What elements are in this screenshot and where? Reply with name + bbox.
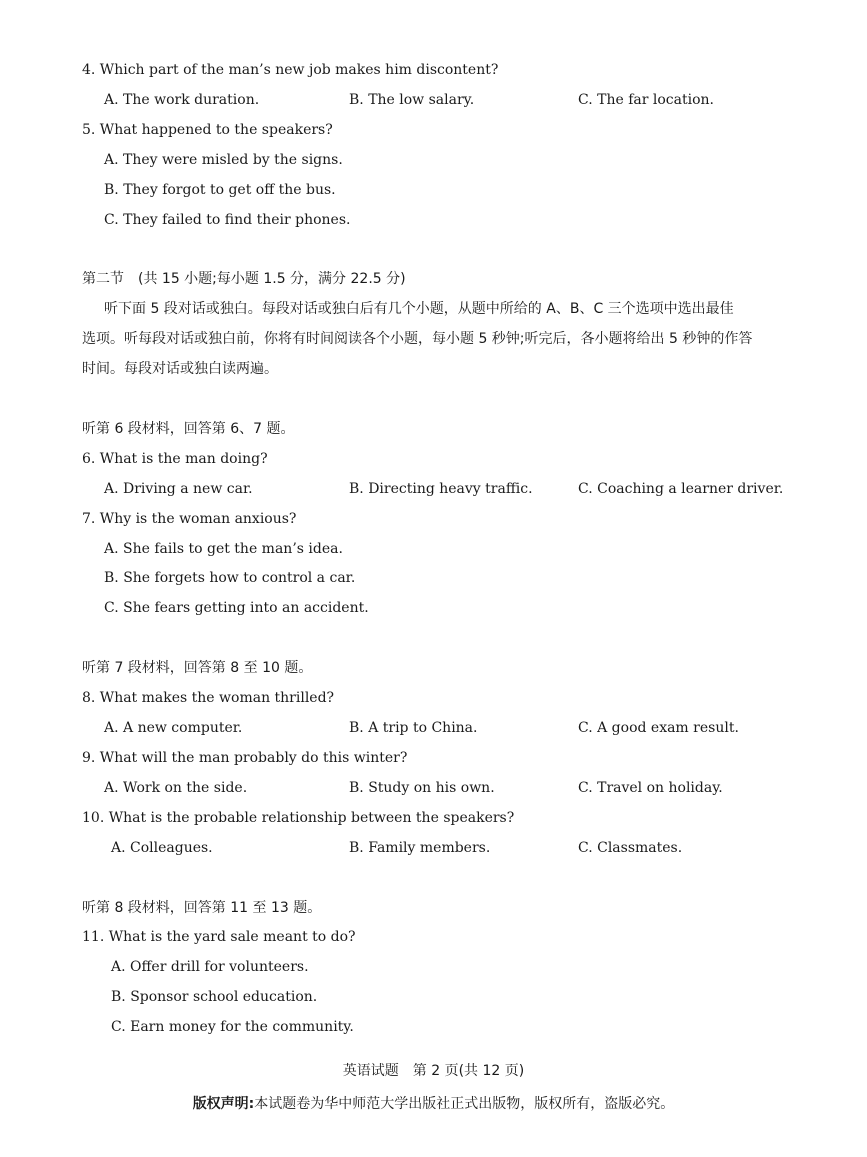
question-5-option-a: A. They were misled by the signs. (104, 152, 343, 168)
question-11-option-c: C. Earn money for the community. (111, 1019, 354, 1035)
question-4-option-c: C. The far location. (578, 92, 714, 108)
question-8-option-b: B. A trip to China. (349, 720, 478, 736)
question-9-option-c: C. Travel on holiday. (578, 780, 723, 796)
question-9-stem: 9. What will the man probably do this winter? (82, 750, 408, 766)
copyright-text: 本试题卷为华中师范大学出版社正式出版物，版权所有，盗版必究。 (254, 1096, 675, 1112)
section-2-instructions-line-1: 听下面 5 段对话或独白。每段对话或独白后有几个小题，从题中所给的 A、B、C 三个选项中选出最佳 (104, 301, 734, 317)
question-7-option-b: B. She forgets how to control a car. (104, 570, 356, 586)
page-footer-label: 英语试题 第 2 页(共 12 页) (342, 1063, 525, 1079)
material-8-intro: 听第 8 段材料，回答第 11 至 13 题。 (82, 900, 322, 916)
question-10-stem: 10. What is the probable relationship between the speakers? (82, 810, 515, 826)
question-11-option-b: B. Sponsor school education. (111, 989, 318, 1005)
section-2-instructions-line-3: 时间。每段对话或独白读两遍。 (82, 361, 278, 377)
question-10-option-a: A. Colleagues. (111, 840, 213, 856)
question-5-stem: 5. What happened to the speakers? (82, 122, 333, 138)
question-7-option-c: C. She fears getting into an accident. (104, 600, 369, 616)
question-6-option-a: A. Driving a new car. (104, 481, 253, 497)
question-6-stem: 6. What is the man doing? (82, 451, 268, 467)
question-4-stem: 4. Which part of the man’s new job makes him discontent? (82, 62, 499, 78)
question-6-option-b: B. Directing heavy traffic. (349, 481, 533, 497)
question-7-stem: 7. Why is the woman anxious? (82, 511, 297, 527)
question-10-option-c: C. Classmates. (578, 840, 683, 856)
material-6-intro: 听第 6 段材料，回答第 6、7 题。 (82, 421, 295, 437)
question-11-stem: 11. What is the yard sale meant to do? (82, 929, 356, 945)
material-7-intro: 听第 7 段材料，回答第 8 至 10 题。 (82, 660, 313, 676)
question-5-option-b: B. They forgot to get off the bus. (104, 182, 336, 198)
question-8-option-c: C. A good exam result. (578, 720, 739, 736)
section-2-instructions-line-2: 选项。听每段对话或独白前，你将有时间阅读各个小题，每小题 5 秒钟;听完后，各小题将给出 5 秒钟的作答 (82, 331, 753, 347)
question-4-option-a: A. The work duration. (104, 92, 260, 108)
question-11-option-a: A. Offer drill for volunteers. (111, 959, 309, 975)
question-5-option-c: C. They failed to find their phones. (104, 212, 351, 228)
copyright-notice (0, 1094, 867, 1114)
question-8-option-a: A. A new computer. (104, 720, 243, 736)
section-2-heading: 第二节 (共 15 小题;每小题 1.5 分，满分 22.5 分) (82, 271, 406, 287)
question-10-option-b: B. Family members. (349, 840, 491, 856)
copyright-label: 版权声明: (192, 1096, 255, 1112)
question-4-option-b: B. The low salary. (349, 92, 475, 108)
question-7-option-a: A. She fails to get the man’s idea. (104, 541, 343, 557)
question-6-option-c: C. Coaching a learner driver. (578, 481, 784, 497)
question-9-option-a: A. Work on the side. (104, 780, 248, 796)
question-9-option-b: B. Study on his own. (349, 780, 495, 796)
question-8-stem: 8. What makes the woman thrilled? (82, 690, 335, 706)
